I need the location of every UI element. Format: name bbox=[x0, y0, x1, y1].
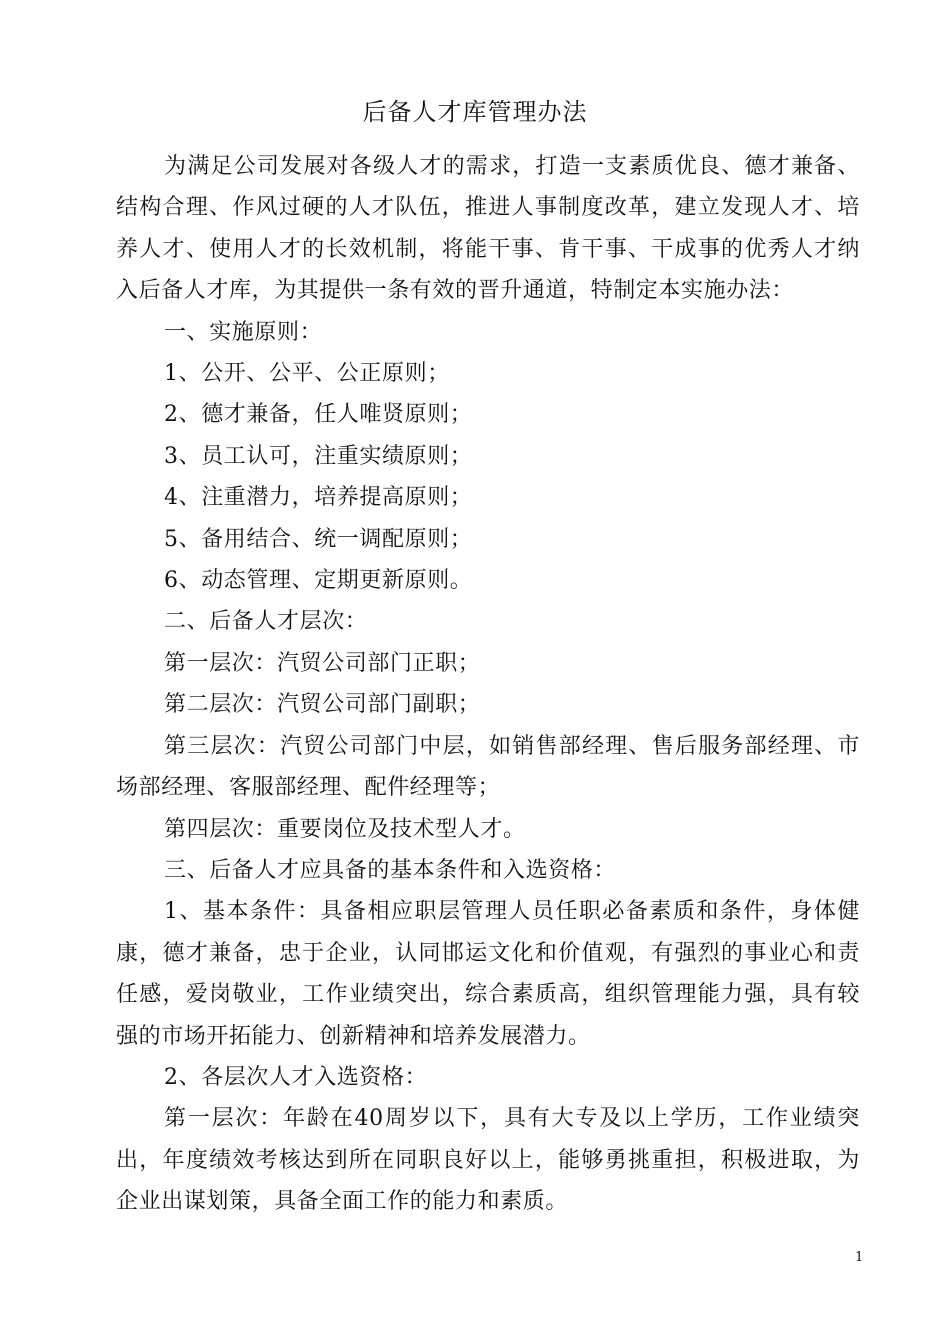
principle-item-3: 3、员工认可，注重实绩原则； bbox=[164, 443, 473, 469]
document-title: 后备人才库管理办法 bbox=[362, 98, 588, 126]
basic-conditions-paragraph: 1、基本条件：具备相应职层管理人员任职必备素质和条件，身体健康，德才兼备，忠于企业，认同邯运文化和价值观，有强烈的事业心和责任感，爱岗敬业，工作业绩突出，综合素质高，组织管理能力强，具有较强的市场开拓能力、创新精神和培养发展潜力。 bbox=[116, 899, 860, 1049]
level-item-2: 第二层次：汽贸公司部门副职； bbox=[164, 692, 481, 718]
level-item-4: 第四层次：重要岗位及技术型人才。 bbox=[164, 816, 526, 842]
level-item-1: 第一层次：汽贸公司部门正职； bbox=[164, 650, 481, 676]
document-body bbox=[116, 146, 860, 1223]
principle-item-1: 1、公开、公平、公正原则； bbox=[164, 361, 450, 387]
level-1-qualification-paragraph: 第一层次：年龄在40周岁以下，具有大专及以上学历，工作业绩突出，年度绩效考核达到所在同职良好以上，能够勇挑重担，积极进取，为企业出谋划策，具备全面工作的能力和素质。 bbox=[116, 1106, 860, 1215]
principle-item-6: 6、动态管理、定期更新原则。 bbox=[164, 568, 473, 594]
section-heading-levels: 二、后备人才层次： bbox=[164, 609, 368, 635]
intro-paragraph: 为满足公司发展对各级人才的需求，打造一支素质优良、德才兼备、结构合理、作风过硬的人才队伍，推进人事制度改革，建立发现人才、培养人才、使用人才的长效机制，将能干事、肯干事、干成事的优秀人才纳入后备人才库，为其提供一条有效的晋升通道，特制定本实施办法： bbox=[116, 154, 860, 304]
page-number: 1 bbox=[855, 1250, 864, 1265]
section-heading-principles: 一、实施原则： bbox=[164, 319, 323, 345]
level-item-3: 第三层次：汽贸公司部门中层，如销售部经理、售后服务部经理、市场部经理、客服部经理、配件经理等； bbox=[116, 733, 860, 801]
section-heading-qualifications: 三、后备人才应具备的基本条件和入选资格： bbox=[164, 857, 617, 883]
principle-item-5: 5、备用结合、统一调配原则； bbox=[164, 526, 473, 552]
principle-item-2: 2、德才兼备，任人唯贤原则； bbox=[164, 402, 473, 428]
principle-item-4: 4、注重潜力，培养提高原则； bbox=[164, 485, 473, 511]
qualification-heading: 2、各层次人才入选资格： bbox=[164, 1064, 428, 1090]
